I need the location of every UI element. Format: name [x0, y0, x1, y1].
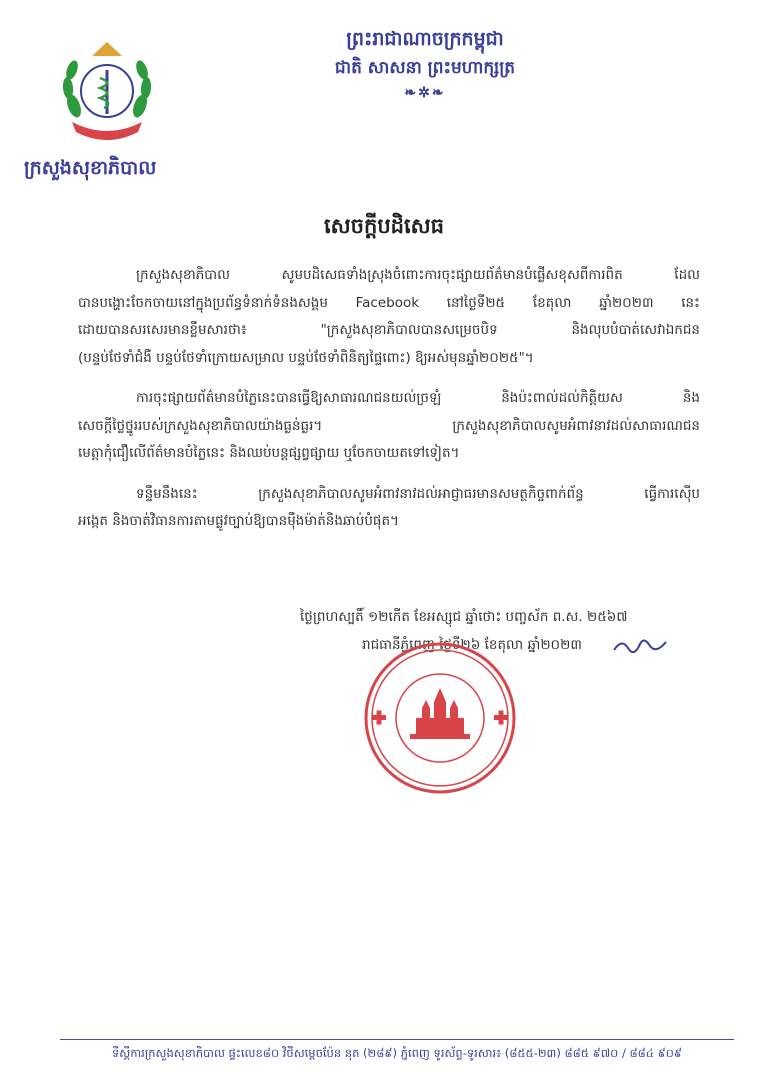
solar-date: រាជធានីភ្នំពេញ ថ្ងៃទី២៦ ខែតុលា ឆ្នាំ២០២៣ — [362, 637, 582, 653]
ornament-divider: ❧✲❧ — [404, 85, 446, 101]
ministry-emblem-icon — [52, 36, 162, 146]
paragraph-line: បានបង្ហោះចែកចាយនៅក្នុងប្រព័ន្ធទំនាក់ទំនងសង្គម Facebook នៅថ្ងៃទី២៥ ខែតុលា ឆ្នាំ២០២៣ នេះ — [78, 294, 700, 311]
paragraph-line: ដោយបានសរសេរមានខ្លឹមសារថា៖ "ក្រសួងសុខាភិបាលបានសម្រេចបិទ និងលុបបំបាត់សេវាឯកជន — [78, 322, 700, 338]
paragraph-line: ទន្ទឹមនឹងនេះ ក្រសួងសុខាភិបាលសូមអំពាវនាវដល់អាជ្ញាធរមានសមត្ថកិច្ចពាក់ព័ន្ធ ធ្វើការស៊ើប — [136, 485, 700, 502]
ministry-name: ក្រសួងសុខាភិបាល — [24, 157, 157, 179]
paragraph-line: មេត្តាកុំជឿលើព័ត៌មានបំភ្លៃនេះ និងឈប់បន្តផ្សព្វផ្សាយ ឬចែកចាយតទៅទៀត។ — [78, 445, 460, 461]
official-seal-icon — [360, 638, 520, 798]
paragraph-line: អង្កេត និងចាត់វិធានការតាមផ្លូវច្បាប់ឱ្យបានម៉ឺងម៉ាត់និងឆាប់បំផុត។ — [78, 513, 399, 529]
lunar-date: ថ្ងៃព្រហស្បតិ៍ ១២កើត ខែអស្សុជ ឆ្នាំថោះ បញ្ចស័ក ព.ស. ២៥៦៧ — [300, 609, 628, 625]
footer-divider — [60, 1039, 734, 1040]
document-body — [78, 262, 700, 549]
paragraph-line: ការចុះផ្សាយព័ត៌មានបំភ្លៃនេះបានធ្វើឱ្យសាធារណជនយល់ច្រឡំ និងប៉ះពាល់ដល់កិត្តិយស និង — [136, 390, 700, 406]
kingdom-header — [260, 24, 590, 104]
signature-icon — [610, 632, 680, 662]
kingdom-title: ព្រះរាជាណាចក្រកម្ពុជា — [346, 28, 504, 50]
paragraph-line: (បន្ទប់ថែទាំជំងឺ បន្ទប់ថែទាំក្រោយសម្រាល បន្ទប់ថែទាំពិនិត្យផ្ទៃពោះ) ឱ្យអស់មុនឆ្នាំ២០២៥"។ — [78, 349, 534, 366]
document-title: សេចក្ដីបដិសេធ — [324, 213, 444, 238]
national-motto: ជាតិ សាសនា ព្រះមហាក្សត្រ — [334, 58, 516, 78]
paragraph-3 — [78, 481, 700, 536]
paragraph-line: សេចក្តីថ្លៃថ្នូររបស់ក្រសួងសុខាភិបាលយ៉ាងធ្ងន់ធ្ងរ។ ក្រសួងសុខាភិបាលសូមអំពាវនាវដល់សាធារណជន — [78, 417, 700, 434]
footer-address: ទីស្តីការក្រសួងសុខាភិបាល ផ្ទះលេខ៨០ វិថីសម្តេចប៉ែន នុត (២៨៩) ភ្នំពេញ ទូរស័ព្ទ-ទូរសារ៖ (៨៥៥-២៣) ៨៨៥ ៩៧០ / ៨៨៤ ៩០៩ — [111, 1046, 683, 1060]
paragraph-2 — [78, 385, 700, 468]
paragraph-line: ក្រសួងសុខាភិបាល សូមបដិសេធទាំងស្រុងចំពោះការចុះផ្សាយព័ត៌មានបំផ្លើសខុសពីការពិត ដែល — [136, 267, 700, 283]
paragraph-1 — [78, 262, 700, 372]
